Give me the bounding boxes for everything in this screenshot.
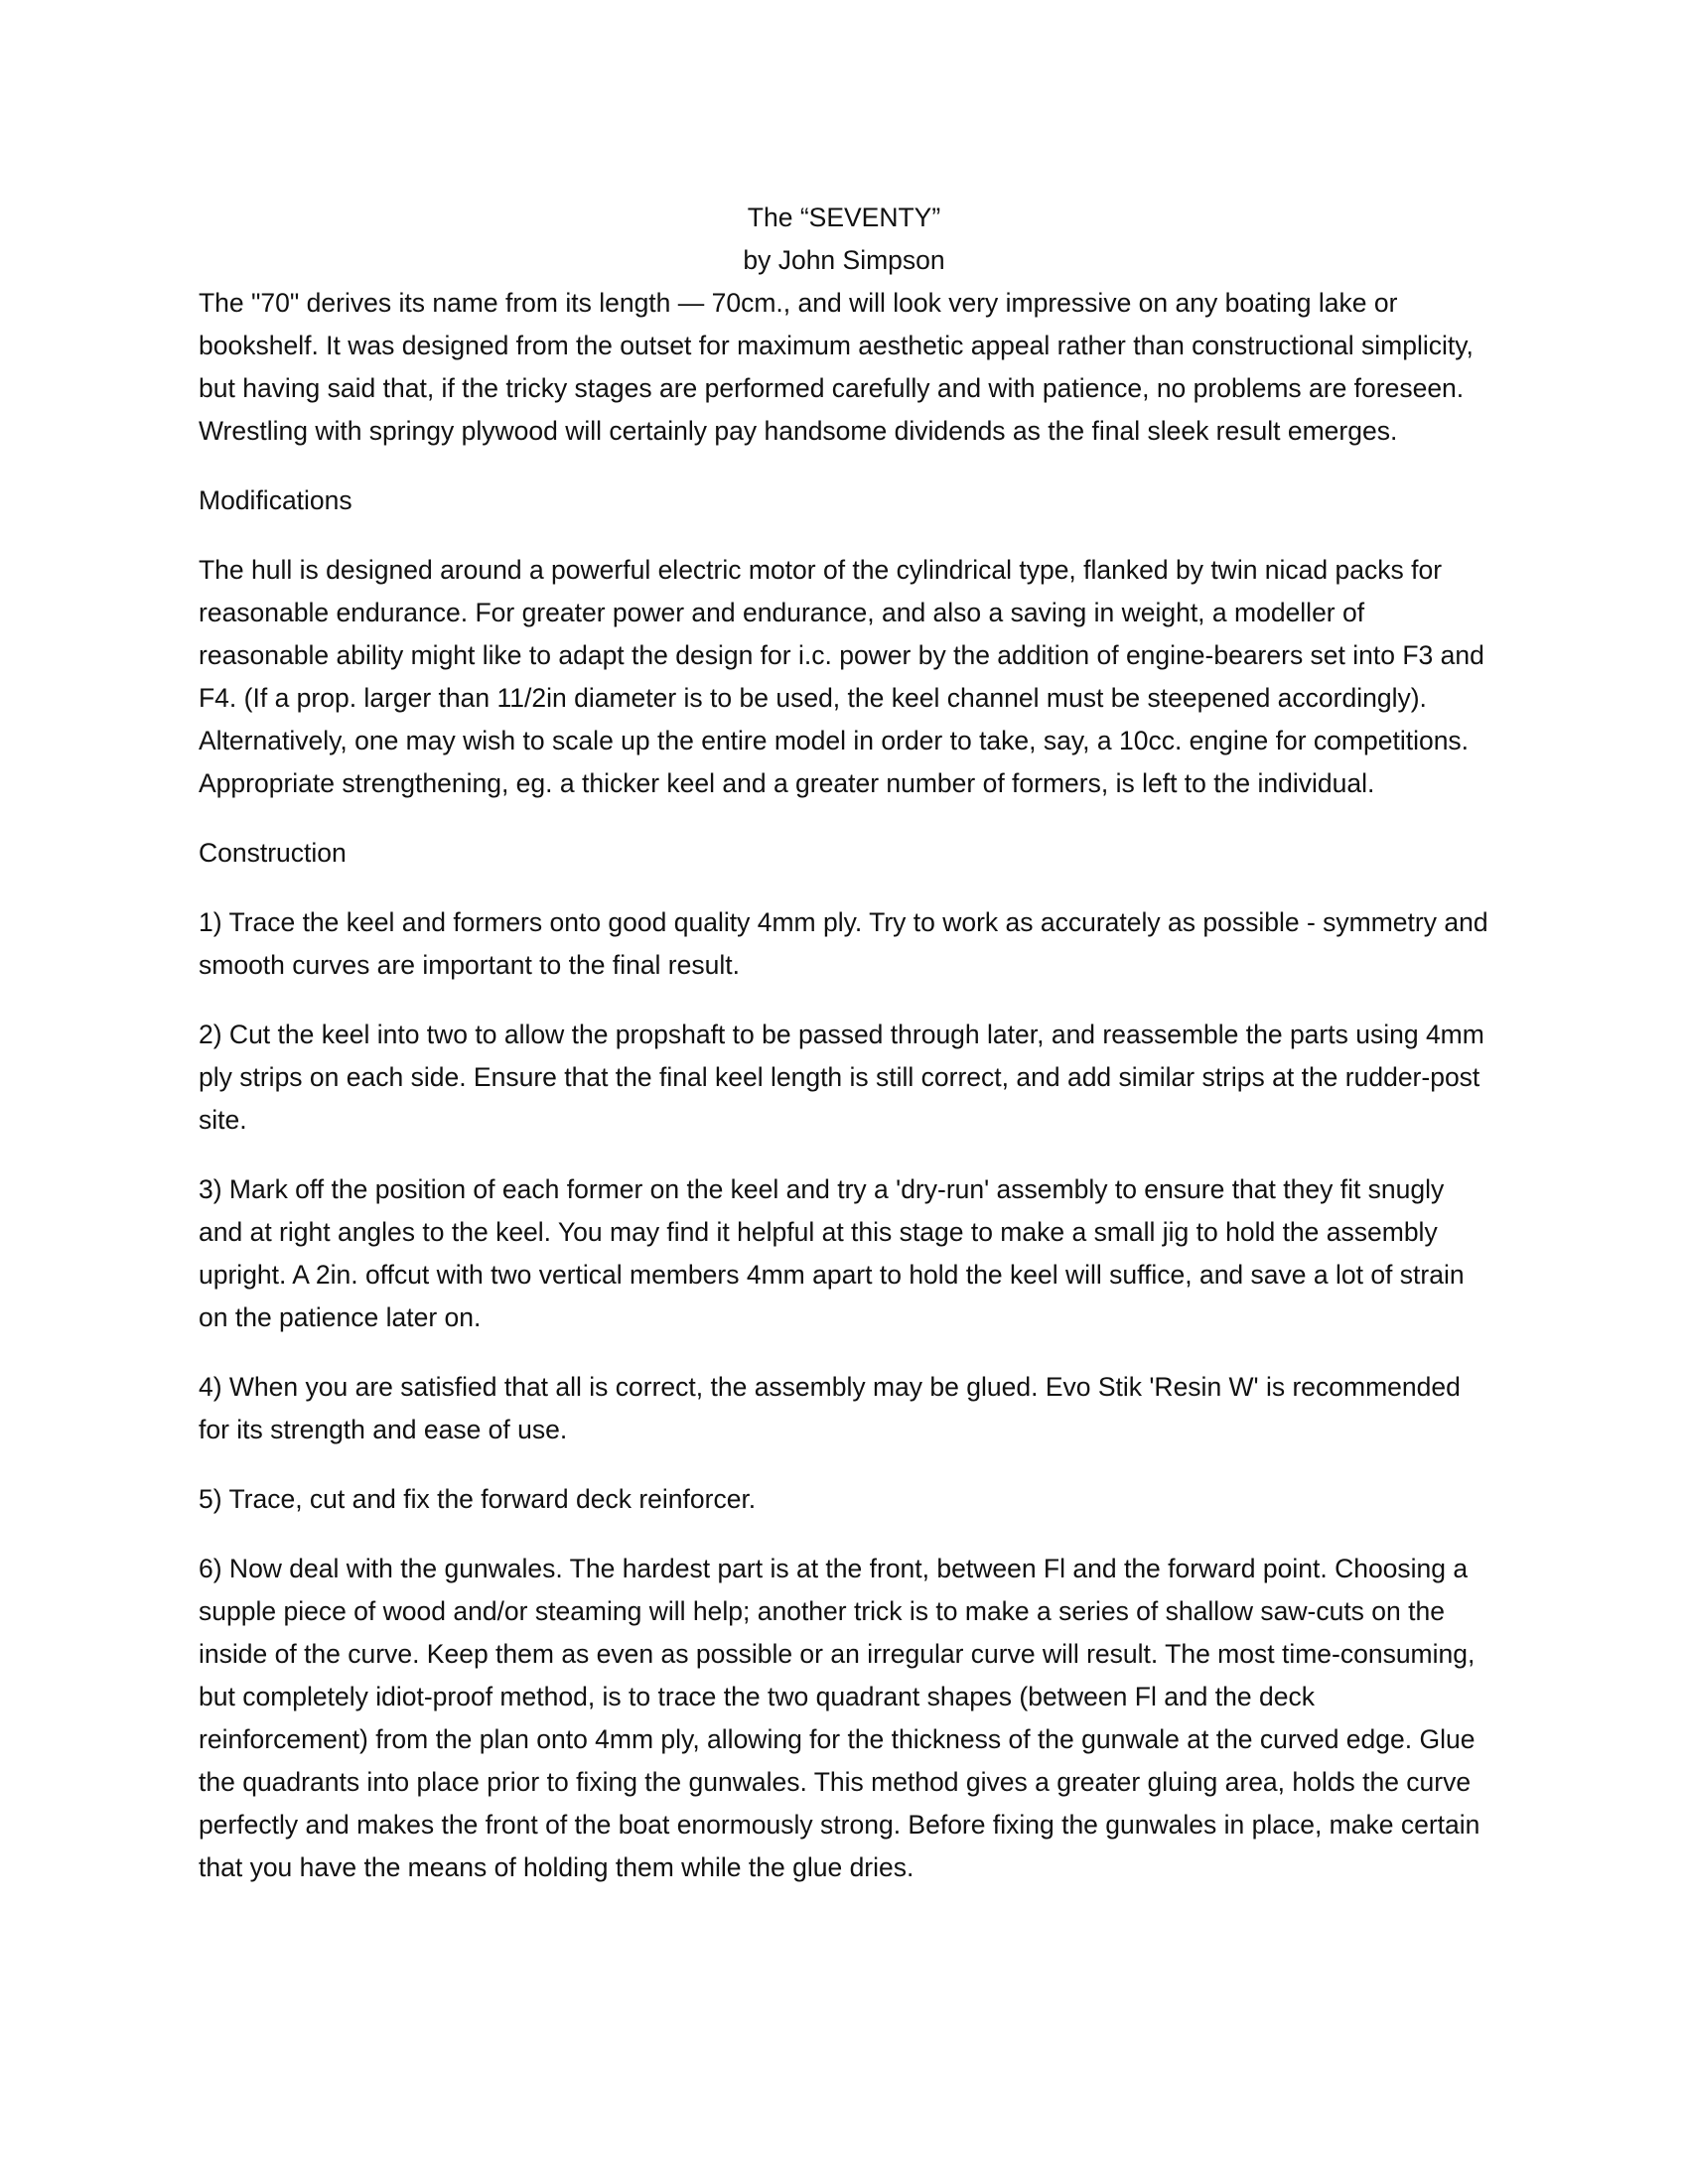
intro-paragraph: The "70" derives its name from its length — 70cm., and will look very impressive on any boating lake or bookshelf. It was designed from the outset for maximum aesthetic appeal rather than constructional simplicity, but having said that, if the tricky stages are performed carefully and with patience, no problems are foreseen. Wrestling with springy plywood will certainly pay handsome dividends as the final sleek result emerges. [199,288,1474,446]
document-page [199,197,1489,1916]
modifications-heading: Modifications [199,485,352,515]
document-author: by John Simpson [743,245,945,275]
construction-step-3: 3) Mark off the position of each former on the keel and try a 'dry-run' assembly to ensure that they fit snugly and at right angles to the keel. You may find it helpful at this stage to make a small jig to hold the assembly upright. A 2in. offcut with two vertical members 4mm apart to hold the keel will suffice, and save a lot of strain on the patience later on. [199,1174,1465,1332]
document-title: The “SEVENTY” [747,203,941,232]
construction-step-2: 2) Cut the keel into two to allow the propshaft to be passed through later, and reassemble the parts using 4mm ply strips on each side. Ensure that the final keel length is still correct, and add similar strips at the rudder-post site. [199,1020,1484,1135]
construction-step-6: 6) Now deal with the gunwales. The hardest part is at the front, between Fl and the forward point. Choosing a supple piece of wood and/or steaming will help; another trick is to make a series of shallow saw-cuts on the inside of the curve. Keep them as even as possible or an irregular curve will result. The most time-consuming, but completely idiot-proof method, is to trace the two quadrant shapes (between Fl and the deck reinforcement) from the plan onto 4mm ply, allowing for the thickness of the gunwale at the curved edge. Glue the quadrants into place prior to fixing the gunwales. This method gives a greater gluing area, holds the curve perfectly and makes the front of the boat enormously strong. Before fixing the gunwales in place, make certain that you have the means of holding them while the glue dries. [199,1554,1480,1882]
construction-heading: Construction [199,838,347,868]
modifications-paragraph: The hull is designed around a powerful electric motor of the cylindrical type, flanked by twin nicad packs for reasonable endurance. For greater power and endurance, and also a saving in weight, a modeller of reasonable ability might like to adapt the design for i.c. power by the addition of engine-bearers set into F3 and F4. (If a prop. larger than 11/2in diameter is to be used, the keel channel must be steepened accordingly). Alternatively, one may wish to scale up the entire model in order to take, say, a 10cc. engine for competitions. Appropriate strengthening, eg. a thicker keel and a greater number of formers, is left to the individual. [199,555,1484,798]
construction-step-4: 4) When you are satisfied that all is correct, the assembly may be glued. Evo Stik 'Resin W' is recommended for its strength and ease of use. [199,1372,1461,1444]
construction-step-1: 1) Trace the keel and formers onto good quality 4mm ply. Try to work as accurately as possible - symmetry and smooth curves are important to the final result. [199,907,1488,980]
construction-step-5: 5) Trace, cut and fix the forward deck reinforcer. [199,1484,757,1514]
